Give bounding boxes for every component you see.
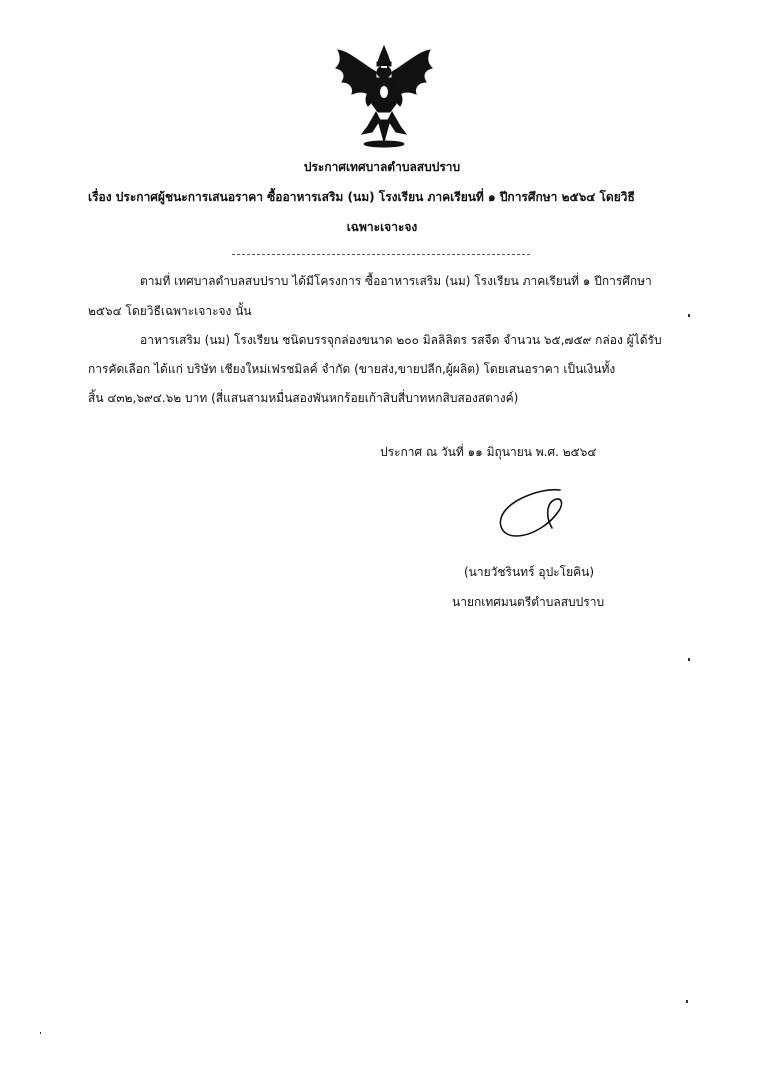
scan-speck <box>688 658 690 661</box>
handwritten-signature <box>492 486 578 546</box>
signer-name: (นายวัชรินทร์ อุปะโยคิน) <box>464 565 595 579</box>
scan-speck <box>688 314 690 317</box>
subject-line: เรื่อง ประกาศผู้ชนะการเสนอราคา ซื้ออาหารเสริม (นม) โรงเรียน ภาคเรียนที่ ๑ ปีการศึกษา ๒๕๖๔ โดยวิธี <box>88 190 635 204</box>
body-paragraph-1-line-2: ๒๕๖๔ โดยวิธีเฉพาะเจาะจง นั้น <box>88 304 252 318</box>
garuda-emblem-icon <box>332 42 436 148</box>
signer-position: นายกเทศมนตรีตำบลสบปราบ <box>452 595 605 609</box>
subject-line-continued: เฉพาะเจาะจง <box>346 220 418 234</box>
body-paragraph-2-line-2: การคัดเลือก ได้แก่ บริษัท เชียงใหม่เฟรชมิลค์ จำกัด (ขายส่ง,ขายปลีก,ผู้ผลิต) โดยเสนอราคา เป็นเงินทั้ง <box>88 362 616 376</box>
body-paragraph-2-line-1: อาหารเสริม (นม) โรงเรียน ชนิดบรรจุกล่องขนาด ๒๐๐ มิลลิลิตร รสจืด จำนวน ๖๕,๗๕๙ กล่อง ผู้ได้รับ <box>140 333 662 347</box>
scan-speck <box>686 1000 688 1003</box>
scan-speck <box>40 1032 41 1034</box>
organization-title: ประกาศเทศบาลตำบลสบปราบ <box>303 160 461 174</box>
body-paragraph-1-line-1: ตามที่ เทศบาลตำบลสบปราบ ได้มีโครงการ ซื้ออาหารเสริม (นม) โรงเรียน ภาคเรียนที่ ๑ ปีการศึกษา <box>140 274 652 288</box>
announcement-date: ประกาศ ณ วันที่ ๑๑ มิถุนายน พ.ศ. ๒๕๖๔ <box>380 445 597 459</box>
body-paragraph-2-line-3: สิ้น ๔๓๒,๖๙๔.๖๒ บาท (สี่แสนสามหมื่นสองพันหกร้อยเก้าสิบสี่บาทหกสิบสองสตางค์) <box>88 391 519 405</box>
separator-line <box>232 254 530 255</box>
